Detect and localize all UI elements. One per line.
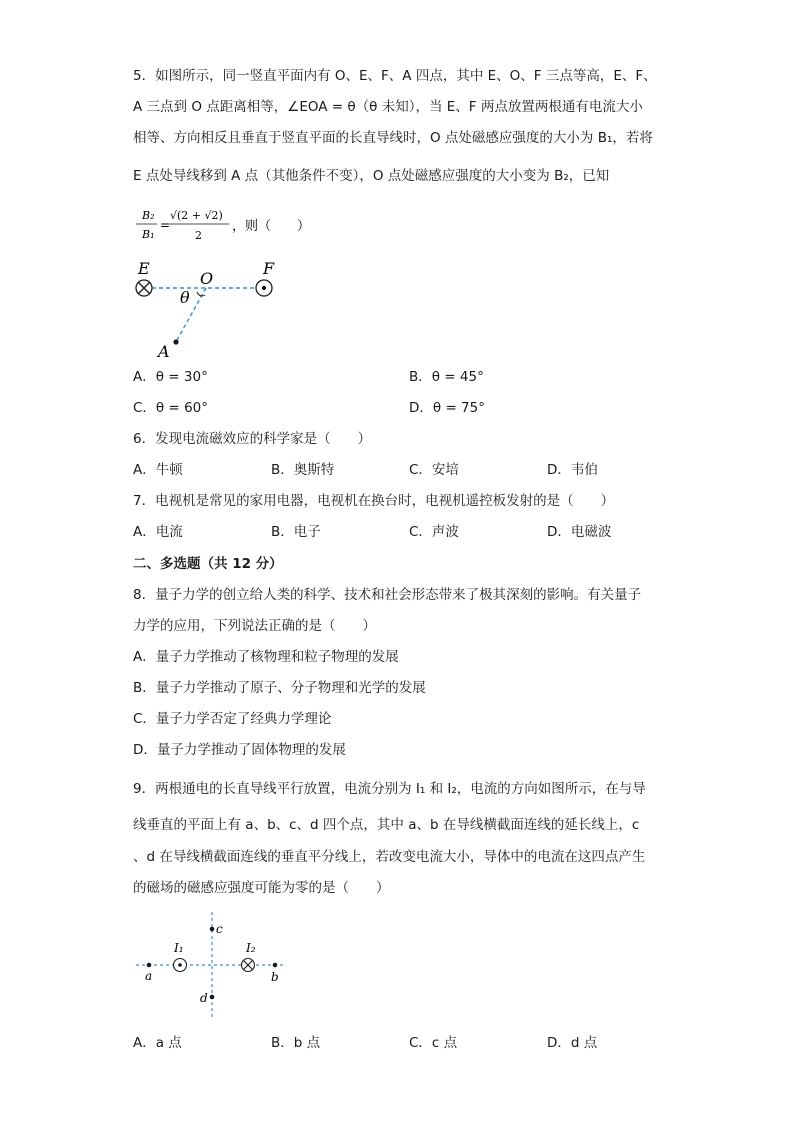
q5-option-a[interactable]: A．θ = 30° [133,369,208,385]
q8-line-1: 8．量子力学的创立给人类的科学、技术和社会形态带来了极其深刻的影响。有关量子 [133,587,642,603]
q5-figure [130,258,290,362]
label-theta: θ [180,288,190,307]
q9-option-d[interactable]: D．d 点 [547,1035,598,1051]
point-b-dot [273,963,278,968]
point-a-dot [147,963,152,968]
q5-line-2: A 三点到 O 点距离相等，∠EOA = θ（θ 未知），当 E、F 两点放置两根通有电流大小 [133,99,643,115]
q7-option-b[interactable]: B．电子 [271,524,321,540]
point-a-dot [173,339,178,344]
formula-rhs-num: √(2 + √2) [170,209,223,222]
formula-rhs-den: 2 [195,229,202,242]
q9-figure [130,908,300,1024]
label-b: b [271,970,279,984]
q7-text: 7．电视机是常见的家用电器，电视机在换台时，电视机遥控板发射的是（ ） [133,493,615,509]
q9-option-b[interactable]: B．b 点 [271,1035,321,1051]
formula-lhs-num: B₂ [142,209,155,222]
q9-line-2: 线垂直的平面上有 a、b、c、d 四个点，其中 a、b 在导线横截面连线的延长线上，c [133,817,640,833]
q9-option-a[interactable]: A．a 点 [133,1035,182,1051]
q5-option-d[interactable]: D．θ = 75° [409,400,485,416]
q9-line-4: 的磁场的磁感应强度可能为零的是（ ） [133,880,390,896]
q5-formula [133,204,313,246]
formula-eq: = [160,218,171,232]
label-a: a [145,969,153,983]
q6-option-d[interactable]: D．韦伯 [547,462,598,478]
q7-option-d[interactable]: D．电磁波 [547,524,612,540]
q9-line-3: 、d 在导线横截面连线的垂直平分线上，若改变电流大小，导体中的电流在这四点产生 [133,849,646,865]
q5-option-c[interactable]: C．θ = 60° [133,400,209,416]
q5-line-4: E 点处导线移到 A 点（其他条件不变），O 点处磁感应强度的大小变为 B₂，已知 [133,168,610,184]
label-a: A [158,342,170,361]
section-heading: 二、多选题（共 12 分） [133,556,283,572]
q9-line-1: 9．两根通电的长直导线平行放置，电流分别为 I₁ 和 I₂，电流的方向如图所示，在与导 [133,781,646,797]
q6-option-b[interactable]: B．奥斯特 [271,462,335,478]
q8-option-a[interactable]: A．量子力学推动了核物理和粒子物理的发展 [133,649,399,665]
q8-line-2: 力学的应用，下列说法正确的是（ ） [133,618,376,634]
point-d-dot [210,995,215,1000]
formula-tail: ，则（ ） [232,219,311,234]
q8-option-c[interactable]: C．量子力学否定了经典力学理论 [133,711,332,727]
label-i1: I₁ [174,941,184,955]
q6-option-c[interactable]: C．安培 [409,462,459,478]
q7-option-a[interactable]: A．电流 [133,524,183,540]
q6-text: 6．发现电流磁效应的科学家是（ ） [133,431,372,447]
label-i2: I₂ [246,941,256,955]
label-c: c [216,922,223,936]
q6-option-a[interactable]: A．牛顿 [133,462,183,478]
q8-option-d[interactable]: D．量子力学推动了固体物理的发展 [133,742,346,758]
q5-line-1: 5．如图所示，同一竖直平面内有 O、E、F、A 四点，其中 E、O、F 三点等高，E、F、 [133,68,657,84]
q5-line-3: 相等、方向相反且垂直于竖直平面的长直导线时，O 点处磁感应强度的大小为 B₁，若将 [133,130,653,146]
q8-option-b[interactable]: B．量子力学推动了原子、分子物理和光学的发展 [133,680,426,696]
q7-option-c[interactable]: C．声波 [409,524,459,540]
label-e: E [138,259,150,278]
q9-option-c[interactable]: C．c 点 [409,1035,458,1051]
label-o: O [200,269,214,288]
q5-option-b[interactable]: B．θ = 45° [409,369,484,385]
point-c-dot [210,927,215,932]
label-f: F [263,259,275,278]
formula-lhs-den: B₁ [142,228,155,241]
label-d: d [200,991,208,1005]
